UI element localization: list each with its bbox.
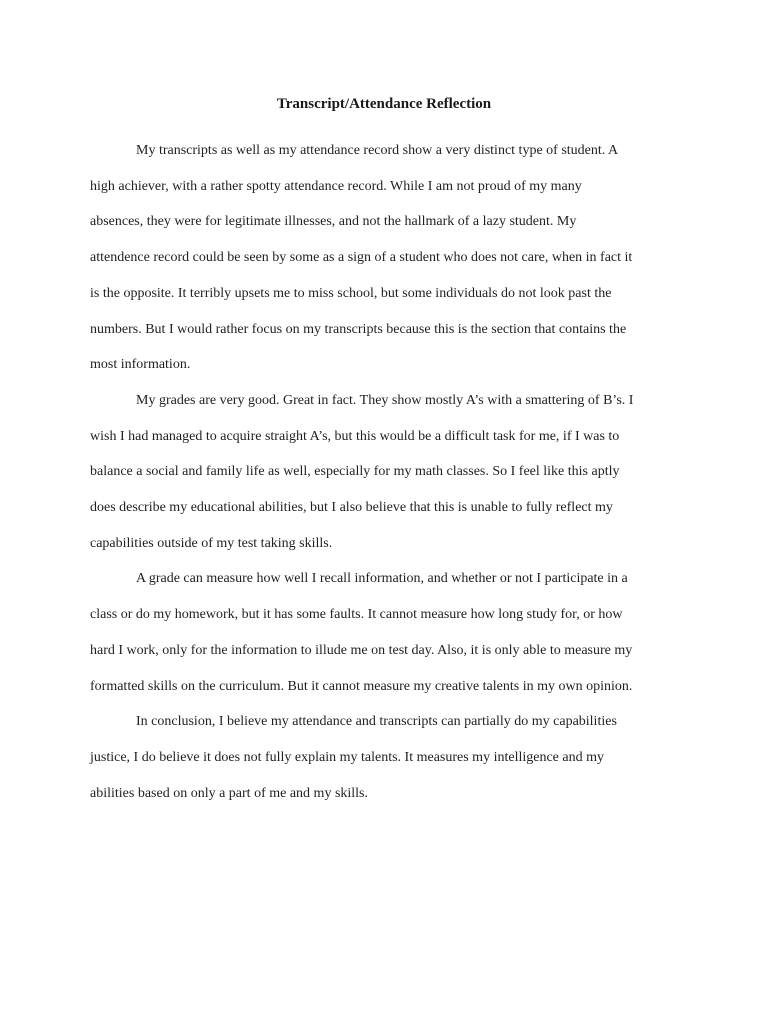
text-line: high achiever, with a rather spotty attendance record. While I am not proud of my many xyxy=(90,178,582,194)
paragraph-2 xyxy=(90,383,690,562)
text-line: attendence record could be seen by some as a sign of a student who does not care, when in fact it xyxy=(90,250,633,266)
text-line: abilities based on only a part of me and my skills. xyxy=(90,785,369,801)
text-line: My transcripts as well as my attendance record show a very distinct type of student. A xyxy=(136,143,619,158)
paragraph-3 xyxy=(90,561,690,704)
text-line: numbers. But I would rather focus on my transcripts because this is the section that contains the xyxy=(90,321,627,337)
text-line: balance a social and family life as well, especially for my math classes. So I feel like this aptly xyxy=(90,464,620,480)
text-line: justice, I do believe it does not fully explain my talents. It measures my intelligence and my xyxy=(90,749,604,765)
text-line: hard I work, only for the information to illude me on test day. Also, it is only able to measure my xyxy=(90,642,633,658)
text-line: class or do my homework, but it has some faults. It cannot measure how long study for, or how xyxy=(90,607,623,623)
document-body xyxy=(90,133,690,811)
paragraph-4 xyxy=(90,704,690,811)
text-line: My grades are very good. Great in fact. They show mostly A’s with a smattering of B’s. I xyxy=(136,392,634,408)
text-line: capabilities outside of my test taking skills. xyxy=(90,535,333,551)
document-title: Transcript/Attendance Reflection xyxy=(276,96,492,112)
paragraph-1 xyxy=(90,133,690,383)
text-line: most information. xyxy=(90,357,191,373)
text-line: A grade can measure how well I recall information, and whether or not I participate in a xyxy=(136,571,628,587)
text-line: absences, they were for legitimate illnesses, and not the hallmark of a lazy student. My xyxy=(90,214,577,230)
text-line: does describe my educational abilities, but I also believe that this is unable to fully reflect my xyxy=(90,500,613,516)
text-line: wish I had managed to acquire straight A’s, but this would be a difficult task for me, if I was to xyxy=(90,428,620,444)
text-line: formatted skills on the curriculum. But it cannot measure my creative talents in my own opinion. xyxy=(90,678,633,694)
text-line: In conclusion, I believe my attendance and transcripts can partially do my capabilities xyxy=(136,714,617,730)
text-line: is the opposite. It terribly upsets me to miss school, but some individuals do not look past the xyxy=(90,285,612,301)
